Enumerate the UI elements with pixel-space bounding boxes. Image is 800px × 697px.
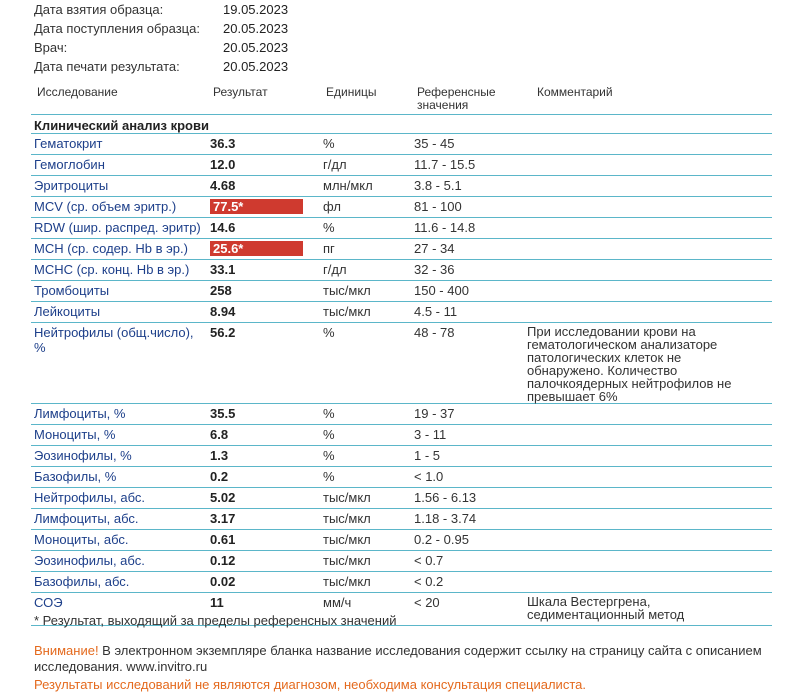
table-row xyxy=(31,467,772,488)
table-row xyxy=(31,218,772,239)
test-name: Лимфоциты, % xyxy=(34,406,126,421)
reference-range: 32 - 36 xyxy=(414,262,455,277)
notice-prefix: Внимание! xyxy=(34,643,99,658)
header-units: Единицы xyxy=(326,85,377,99)
reference-range: < 20 xyxy=(414,595,440,610)
meta-label: Дата поступления образца: xyxy=(34,21,200,36)
reference-range: < 0.7 xyxy=(414,553,444,568)
reference-range: 11.7 - 15.5 xyxy=(414,157,476,172)
meta-label: Врач: xyxy=(34,40,68,55)
result-value: 4.68 xyxy=(210,178,236,193)
table-row xyxy=(31,281,772,302)
table-row xyxy=(31,551,772,572)
test-name: Лимфоциты, абс. xyxy=(34,511,139,526)
meta-row xyxy=(34,19,288,38)
table-row xyxy=(31,404,772,425)
reference-range: < 0.2 xyxy=(414,574,444,589)
test-name: RDW (шир. распред. эритр) xyxy=(34,220,201,235)
test-name-cont: % xyxy=(34,340,46,355)
meta-value: 20.05.2023 xyxy=(223,59,289,74)
sample-meta xyxy=(34,0,288,76)
test-name: MCV (ср. объем эритр.) xyxy=(34,199,177,214)
meta-row xyxy=(34,38,288,57)
result-value: 33.1 xyxy=(210,262,236,277)
table-row xyxy=(31,488,772,509)
notice xyxy=(34,643,774,675)
reference-range: 0.2 - 0.95 xyxy=(414,532,469,547)
unit-value: % xyxy=(323,406,335,421)
header-ref-line2: значения xyxy=(417,98,469,112)
test-name: Базофилы, абс. xyxy=(34,574,130,589)
reference-range: 11.6 - 14.8 xyxy=(414,220,476,235)
unit-value: тыс/мкл xyxy=(323,553,371,568)
result-value: 56.2 xyxy=(210,325,236,340)
result-value: 8.94 xyxy=(210,304,236,319)
reference-range: 1.18 - 3.74 xyxy=(414,511,477,526)
meta-value: 19.05.2023 xyxy=(223,2,289,17)
result-value: 0.61 xyxy=(210,532,236,547)
results-table xyxy=(31,134,772,626)
reference-range: < 1.0 xyxy=(414,469,444,484)
test-name: Моноциты, % xyxy=(34,427,116,442)
table-row xyxy=(31,197,772,218)
result-value: 5.02 xyxy=(210,490,236,505)
test-name: Тромбоциты xyxy=(34,283,110,298)
section-title: Клинический анализ крови xyxy=(34,118,209,133)
test-name: Эозинофилы, абс. xyxy=(34,553,145,568)
reference-range: 81 - 100 xyxy=(414,199,462,214)
reference-range: 3 - 11 xyxy=(414,427,447,442)
footnote: * Результат, выходящий за пределы референсных значений xyxy=(34,613,397,628)
header-result: Результат xyxy=(213,85,268,99)
disclaimer: Результаты исследований не являются диагнозом, необходима консультация специалиста. xyxy=(34,677,586,692)
notice-text: В электронном экземпляре бланка название исследования содержит ссылку на страницу сайта с описанием исследования. www.invitro.ru xyxy=(34,643,762,674)
table-row xyxy=(31,446,772,467)
table-row xyxy=(31,572,772,593)
meta-row xyxy=(34,0,288,19)
reference-range: 4.5 - 11 xyxy=(414,304,458,319)
result-value: 0.12 xyxy=(210,553,236,568)
test-name: MCH (ср. содер. Hb в эр.) xyxy=(34,241,188,256)
unit-value: тыс/мкл xyxy=(323,574,371,589)
unit-value: % xyxy=(323,427,335,442)
result-value: 0.02 xyxy=(210,574,236,589)
table-header xyxy=(34,86,800,116)
table-row xyxy=(31,323,772,404)
header-comment: Комментарий xyxy=(537,85,613,99)
test-name: Эритроциты xyxy=(34,178,109,193)
test-name: Эозинофилы, % xyxy=(34,448,132,463)
test-name: Гемоглобин xyxy=(34,157,105,172)
unit-value: % xyxy=(323,325,335,340)
unit-value: тыс/мкл xyxy=(323,532,371,547)
header-divider xyxy=(31,114,772,115)
result-value: 11 xyxy=(210,595,224,610)
table-row xyxy=(31,176,772,197)
unit-value: фл xyxy=(323,199,341,214)
result-value: 14.6 xyxy=(210,220,236,235)
reference-range: 19 - 37 xyxy=(414,406,455,421)
table-row xyxy=(31,425,772,446)
header-study: Исследование xyxy=(37,85,118,99)
reference-range: 48 - 78 xyxy=(414,325,455,340)
test-name: Нейтрофилы, абс. xyxy=(34,490,146,505)
unit-value: % xyxy=(323,448,335,463)
reference-range: 1.56 - 6.13 xyxy=(414,490,477,505)
table-row xyxy=(31,239,772,260)
comment-text: При исследовании крови на гематологическом анализаторе патологических клеток не обнаружено. Количество палочкоядерных нейтрофилов не превышает 6% xyxy=(527,324,732,404)
unit-value: тыс/мкл xyxy=(323,304,371,319)
reference-range: 3.8 - 5.1 xyxy=(414,178,462,193)
test-name: Гематокрит xyxy=(34,136,103,151)
test-name: Нейтрофилы (общ.число), xyxy=(34,325,194,340)
result-value: 6.8 xyxy=(210,427,229,442)
result-value: 12.0 xyxy=(210,157,236,172)
unit-value: тыс/мкл xyxy=(323,490,371,505)
result-value-flagged: 25.6* xyxy=(210,241,303,256)
table-row xyxy=(31,302,772,323)
table-row xyxy=(31,260,772,281)
meta-value: 20.05.2023 xyxy=(223,40,289,55)
unit-value: тыс/мкл xyxy=(323,511,371,526)
result-value: 3.17 xyxy=(210,511,236,526)
reference-range: 27 - 34 xyxy=(414,241,455,256)
unit-value: г/дл xyxy=(323,262,347,277)
result-value: 36.3 xyxy=(210,136,236,151)
reference-range: 35 - 45 xyxy=(414,136,455,151)
table-row xyxy=(31,155,772,176)
unit-value: % xyxy=(323,220,335,235)
header-ref-line1: Референсные xyxy=(417,85,496,99)
result-value: 1.3 xyxy=(210,448,229,463)
result-value: 258 xyxy=(210,283,232,298)
reference-range: 1 - 5 xyxy=(414,448,441,463)
test-name: СОЭ xyxy=(34,595,63,610)
unit-value: млн/мкл xyxy=(323,178,373,193)
unit-value: г/дл xyxy=(323,157,347,172)
result-value: 0.2 xyxy=(210,469,229,484)
unit-value: % xyxy=(323,136,335,151)
table-row xyxy=(31,509,772,530)
result-value: 35.5 xyxy=(210,406,236,421)
unit-value: пг xyxy=(323,241,335,256)
table-row xyxy=(31,134,772,155)
test-name: Моноциты, абс. xyxy=(34,532,129,547)
unit-value: % xyxy=(323,469,335,484)
meta-row xyxy=(34,57,288,76)
meta-label: Дата взятия образца: xyxy=(34,2,164,17)
unit-value: мм/ч xyxy=(323,595,352,610)
reference-range: 150 - 400 xyxy=(414,283,469,298)
test-name: Лейкоциты xyxy=(34,304,101,319)
meta-value: 20.05.2023 xyxy=(223,21,289,36)
table-row xyxy=(31,530,772,551)
test-name: MCHC (ср. конц. Hb в эр.) xyxy=(34,262,190,277)
result-value-flagged: 77.5* xyxy=(210,199,303,214)
test-name: Базофилы, % xyxy=(34,469,117,484)
meta-label: Дата печати результата: xyxy=(34,59,180,74)
comment-text: Шкала Вестергрена, седиментационный метод xyxy=(527,594,685,622)
unit-value: тыс/мкл xyxy=(323,283,371,298)
